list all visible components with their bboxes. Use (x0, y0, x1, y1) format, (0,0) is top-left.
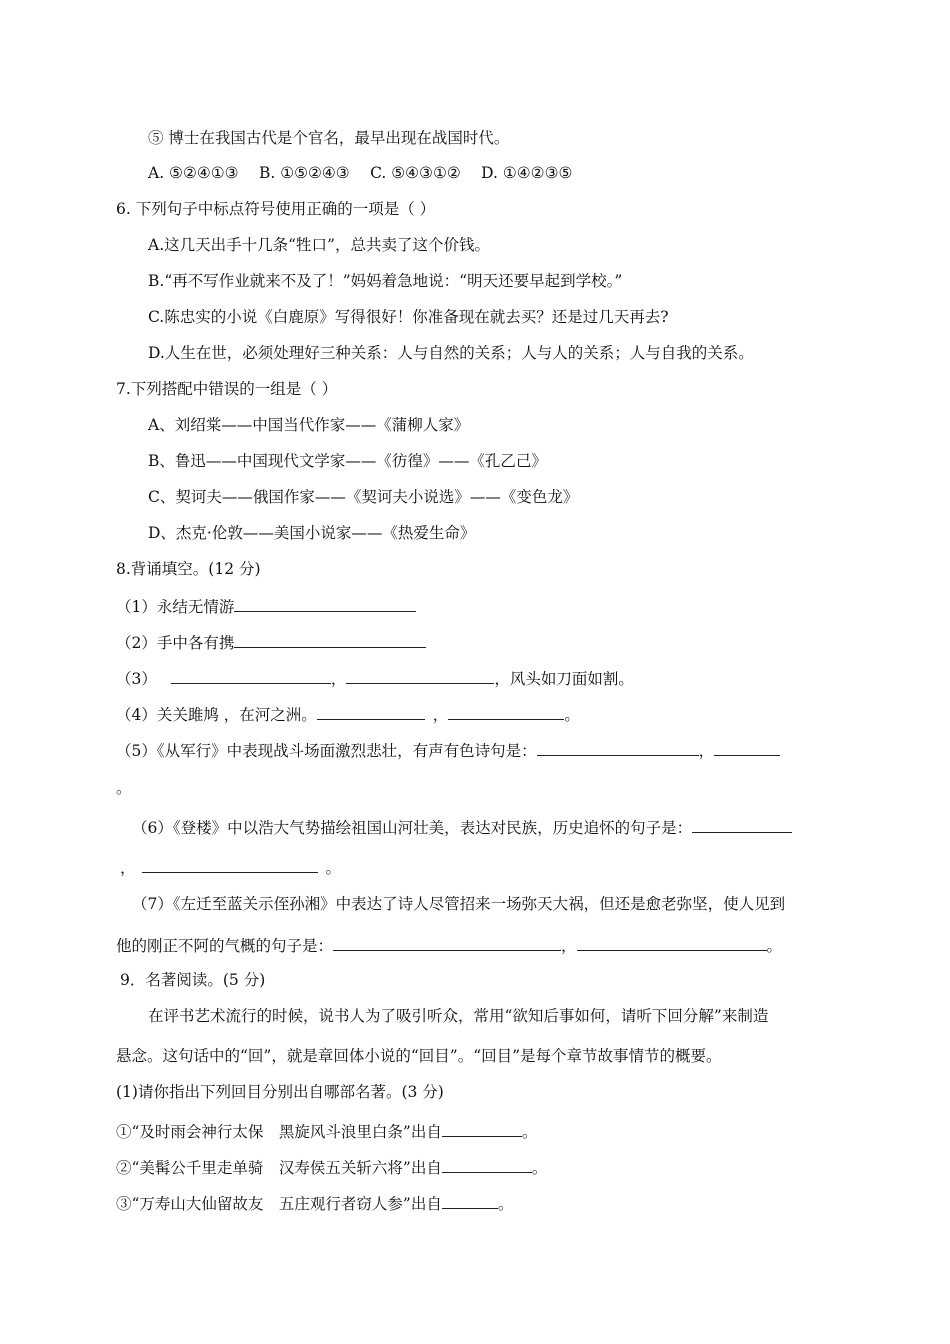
q7-stem: 7.下列搭配中错误的一组是（ ） (116, 380, 338, 398)
comma: ， (561, 937, 577, 955)
answer-blank[interactable] (442, 1120, 522, 1137)
q5-options: A. ⑤②④①③ B. ①⑤②④③ C. ⑤④③①② D. ①④②③⑤ (148, 164, 573, 182)
q7-option-b: B、鲁迅——中国现代文学家——《彷徨》——《孔乙己》 (148, 452, 547, 470)
answer-blank[interactable] (714, 739, 780, 756)
answer-blank[interactable] (234, 595, 416, 612)
q9-stem: 9．名著阅读。(5 分) (120, 971, 266, 989)
answer-blank[interactable] (692, 816, 792, 833)
comma: ， (330, 670, 347, 688)
comma: ， (698, 742, 715, 760)
answer-blank[interactable] (142, 856, 318, 873)
q9-item-1-text: ①“及时雨会神行太保 黑旋风斗浪里白条”出自 (116, 1123, 442, 1141)
q8-item-4 (116, 703, 580, 725)
period: 。 (531, 1159, 548, 1177)
answer-blank[interactable] (577, 934, 767, 951)
q8-item-6-cont (120, 856, 341, 878)
q6-option-b: B.“再不写作业就来不及了！”妈妈着急地说：“明天还要早起到学校。” (148, 272, 623, 290)
answer-blank[interactable] (346, 667, 494, 684)
q7-option-a: A、刘绍棠——中国当代作家——《蒲柳人家》 (148, 416, 470, 434)
q9-item-3-text: ③“万寿山大仙留故友 五庄观行者窃人参”出自 (116, 1195, 442, 1213)
q9-item-1 (116, 1120, 537, 1142)
answer-blank[interactable] (448, 703, 564, 720)
q9-sub-question-1: (1)请你指出下列回目分别出自哪部名著。(3 分) (116, 1083, 444, 1101)
answer-blank[interactable] (333, 934, 561, 951)
q9-paragraph-1: 在评书艺术流行的时候，说书人为了吸引听众，常用“欲知后事如何，请听下回分解”来制造 (148, 1007, 769, 1025)
q8-item-7-text: 他的刚正不阿的气概的句子是： (116, 937, 334, 955)
q9-paragraph-2: 悬念。这句话中的“回”，就是章回体小说的“回目”。“回目”是每个章节故事情节的概要。 (116, 1047, 722, 1065)
period: 。 (521, 1123, 538, 1141)
period: 。 (564, 706, 580, 724)
answer-blank[interactable] (442, 1156, 532, 1173)
answer-blank[interactable] (171, 667, 331, 684)
comma: ， (120, 859, 136, 877)
q8-item-4-prefix: （4）关关雎鸠 ，在河之洲。 (116, 706, 317, 724)
q8-item-7: （7）《左迁至蓝关示侄孙湘》中表达了诗人尽管招来一场弥天大祸，但还是愈老弥坚，使人见到 (132, 895, 786, 913)
answer-blank[interactable] (442, 1192, 498, 1209)
answer-blank[interactable] (317, 703, 425, 720)
q8-item-2-text: （2）手中各有携 (116, 634, 235, 652)
q7-option-d: D、杰克·伦敦——美国小说家——《热爱生命》 (148, 524, 476, 542)
q8-item-1-text: （1）永结无情游 (116, 598, 235, 616)
q8-item-1 (116, 595, 416, 617)
q6-option-d: D.人生在世，必须处理好三种关系：人与自然的关系；人与人的关系；人与自我的关系。 (148, 344, 754, 362)
q6-option-c: C.陈忠实的小说《白鹿原》写得很好！你准备现在就去买？还是过几天再去? (148, 308, 669, 326)
q8-item-5-text: （5）《从军行》中表现战斗场面激烈悲壮，有声有色诗句是： (116, 742, 537, 760)
q6-option-a: A.这几天出手十几条“牲口”，总共卖了这个价钱。 (148, 236, 490, 254)
q8-item-6 (132, 816, 792, 838)
q8-item-2 (116, 631, 426, 653)
q9-item-2 (116, 1156, 547, 1178)
q7-option-c: C、契诃夫——俄国作家——《契诃夫小说选》——《变色龙》 (148, 488, 579, 506)
q8-item-7-cont (116, 934, 782, 956)
q8-item-3 (116, 667, 634, 689)
q8-item-3-prefix: （3） (116, 670, 157, 688)
period: 。 (497, 1195, 514, 1213)
q6-stem: 6. 下列句子中标点符号使用正确的一项是（ ） (116, 200, 436, 218)
q5-item-5: ⑤ 博士在我国古代是个官名，最早出现在战国时代。 (148, 129, 510, 147)
answer-blank[interactable] (537, 739, 699, 756)
period: 。 (325, 859, 342, 877)
q8-item-5-end: 。 (116, 779, 132, 797)
q8-item-6-text: （6）《登楼》中以浩大气势描绘祖国山河壮美，表达对民族，历史追怀的句子是： (132, 819, 693, 837)
q8-item-3-suffix: ，风头如刀面如割。 (494, 670, 634, 688)
q8-item-5 (116, 739, 780, 761)
q9-item-2-text: ②“美髯公千里走单骑 汉寿侯五关斩六将”出自 (116, 1159, 442, 1177)
q9-item-3 (116, 1192, 513, 1214)
q8-stem: 8.背诵填空。(12 分) (116, 560, 261, 578)
answer-blank[interactable] (234, 631, 426, 648)
period: 。 (766, 937, 783, 955)
comma: ， (432, 706, 449, 724)
